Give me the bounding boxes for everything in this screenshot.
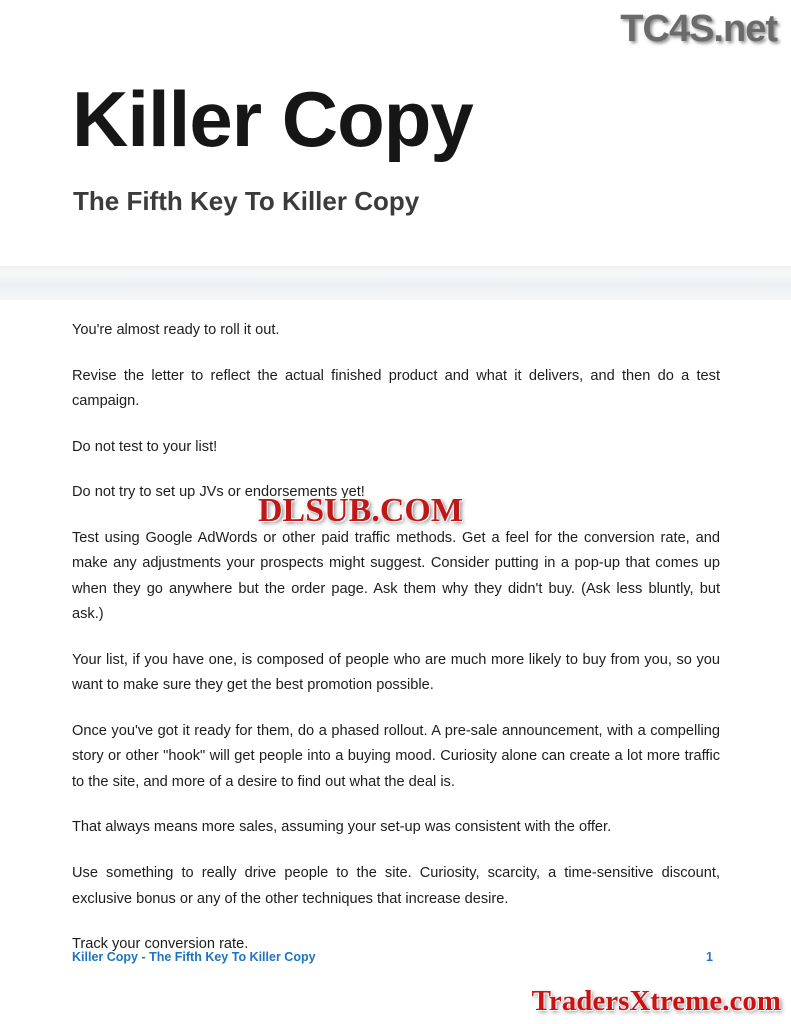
- page-footer: [72, 950, 719, 964]
- document-body: [0, 300, 791, 1024]
- page-title: Killer Copy: [72, 75, 473, 163]
- body-paragraph: That always means more sales, assuming your set-up was consistent with the offer.: [72, 819, 612, 836]
- page-subtitle: The Fifth Key To Killer Copy: [73, 186, 420, 216]
- tradersxtreme-watermark: TradersXtreme.com: [531, 985, 781, 1017]
- body-paragraph: Your list, if you have one, is composed of people who are much more likely to buy from you, so you want to make sure they get the best promotion possible.: [72, 651, 720, 694]
- body-paragraph: Revise the letter to reflect the actual finished product and what it delivers, and then do a test campaign.: [72, 367, 720, 410]
- body-content: [72, 318, 720, 958]
- body-paragraph: Track your conversion rate.: [72, 936, 249, 953]
- body-paragraph: You're almost ready to roll it out.: [72, 322, 280, 338]
- site-watermark-top: TC4S.net: [620, 8, 777, 50]
- body-paragraph: Once you've got it ready for them, do a phased rollout. A pre-sale announcement, with a compelling story or other "hook" will get people into a buying mood. Curiosity alone can create a lot more traffic to the site, and more of a desire to find out what the deal is.: [72, 722, 720, 790]
- footer-document-title: Killer Copy - The Fifth Key To Killer Copy: [72, 950, 316, 964]
- body-paragraph: Test using Google AdWords or other paid traffic methods. Get a feel for the conversion rate, and make any adjustments your prospects might suggest. Consider putting in a pop-up that comes up when they go anywhere but the order page. Ask them why they didn't buy. (Ask less bluntly, but ask.): [72, 529, 720, 623]
- footer-page-number: 1: [706, 950, 713, 964]
- dlsub-watermark: DLSUB.COM: [258, 492, 463, 529]
- header-divider-shadow: [0, 266, 791, 274]
- body-paragraph: Use something to really drive people to the site. Curiosity, scarcity, a time-sensitive discount, exclusive bonus or any of the other techniques that increase desire.: [72, 864, 720, 907]
- body-paragraph: Do not test to your list!: [72, 438, 218, 455]
- body-paragraph: Do not try to set up JVs or endorsements yet!: [72, 484, 365, 501]
